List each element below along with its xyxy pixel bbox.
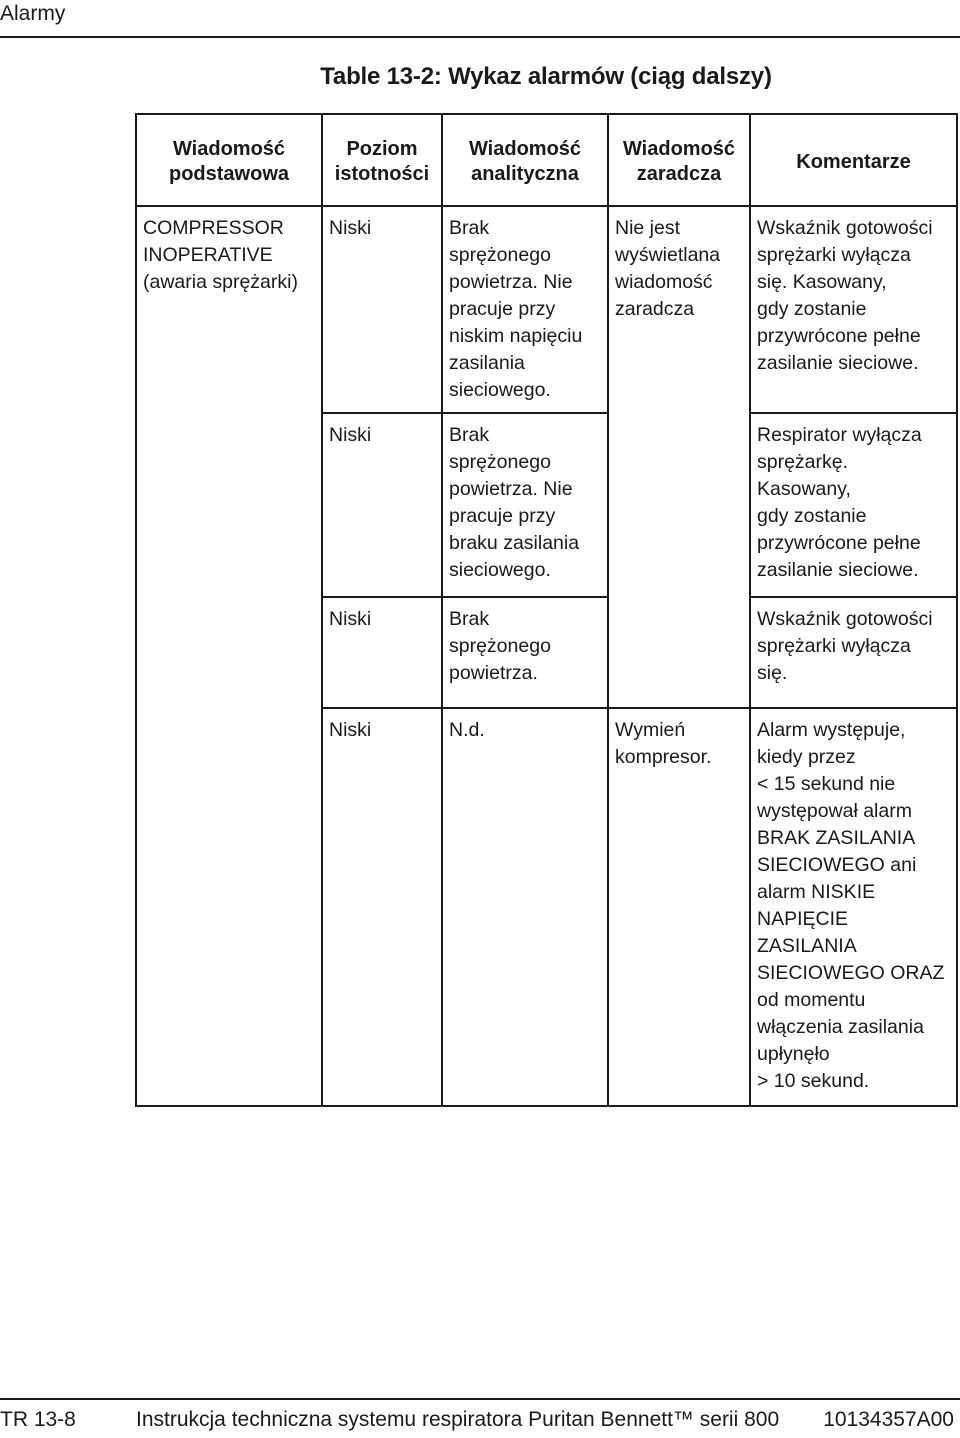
cell-remedy: Nie jest wyświetlana wiadomość zaradcza bbox=[608, 206, 750, 708]
footer-page-number: TR 13-8 bbox=[0, 1408, 76, 1431]
cell-analytic: Brak sprężonego powietrza. bbox=[442, 597, 608, 708]
cell-base-message: COMPRESSOR INOPERATIVE (awaria sprężarki) bbox=[136, 206, 322, 1106]
table-row bbox=[136, 206, 957, 413]
cell-remedy: Wymień kompresor. bbox=[608, 708, 750, 1106]
cell-severity: Niski bbox=[322, 708, 442, 1106]
cell-severity: Niski bbox=[322, 206, 442, 413]
cell-comment: Alarm występuje, kiedy przez < 15 sekund nie występował alarm BRAK ZASILANIA SIECIOWEGO ani alarm NISKIE NAPIĘCIE ZASILANIA SIECIOWEGO ORAZ od momentu włączenia zasilania upłynęło > 10 sekund. bbox=[750, 708, 957, 1106]
cell-comment: Respirator wyłącza sprężarkę. Kasowany, gdy zostanie przywrócone pełne zasilanie sieciowe. bbox=[750, 413, 957, 597]
footer-doc-number: 10134357A00 bbox=[823, 1408, 954, 1431]
footer-divider bbox=[0, 1398, 960, 1400]
header-divider bbox=[0, 36, 960, 38]
table-header-row bbox=[136, 114, 957, 206]
header-remedy-message: Wiadomość zaradcza bbox=[608, 114, 750, 206]
table-title: Table 13-2: Wykaz alarmów (ciąg dalszy) bbox=[320, 63, 772, 90]
header-comments: Komentarze bbox=[750, 114, 957, 206]
cell-comment: Wskaźnik gotowości sprężarki wyłącza się. Kasowany, gdy zostanie przywrócone pełne zasilanie sieciowe. bbox=[750, 206, 957, 413]
section-header: Alarmy bbox=[0, 2, 66, 25]
header-severity: Poziom istotności bbox=[322, 114, 442, 206]
cell-severity: Niski bbox=[322, 597, 442, 708]
cell-severity: Niski bbox=[322, 413, 442, 597]
header-analytic-message: Wiadomość analityczna bbox=[442, 114, 608, 206]
cell-analytic: N.d. bbox=[442, 708, 608, 1106]
cell-analytic: Brak sprężonego powietrza. Nie pracuje przy braku zasilania sieciowego. bbox=[442, 413, 608, 597]
cell-analytic: Brak sprężonego powietrza. Nie pracuje przy niskim napięciu zasilania sieciowego. bbox=[442, 206, 608, 413]
header-base-message: Wiadomość podstawowa bbox=[136, 114, 322, 206]
footer-manual-title: Instrukcja techniczna systemu respiratora Puritan Bennett™ serii 800 bbox=[136, 1408, 780, 1431]
alarm-table bbox=[135, 113, 958, 1107]
cell-comment: Wskaźnik gotowości sprężarki wyłącza się. bbox=[750, 597, 957, 708]
